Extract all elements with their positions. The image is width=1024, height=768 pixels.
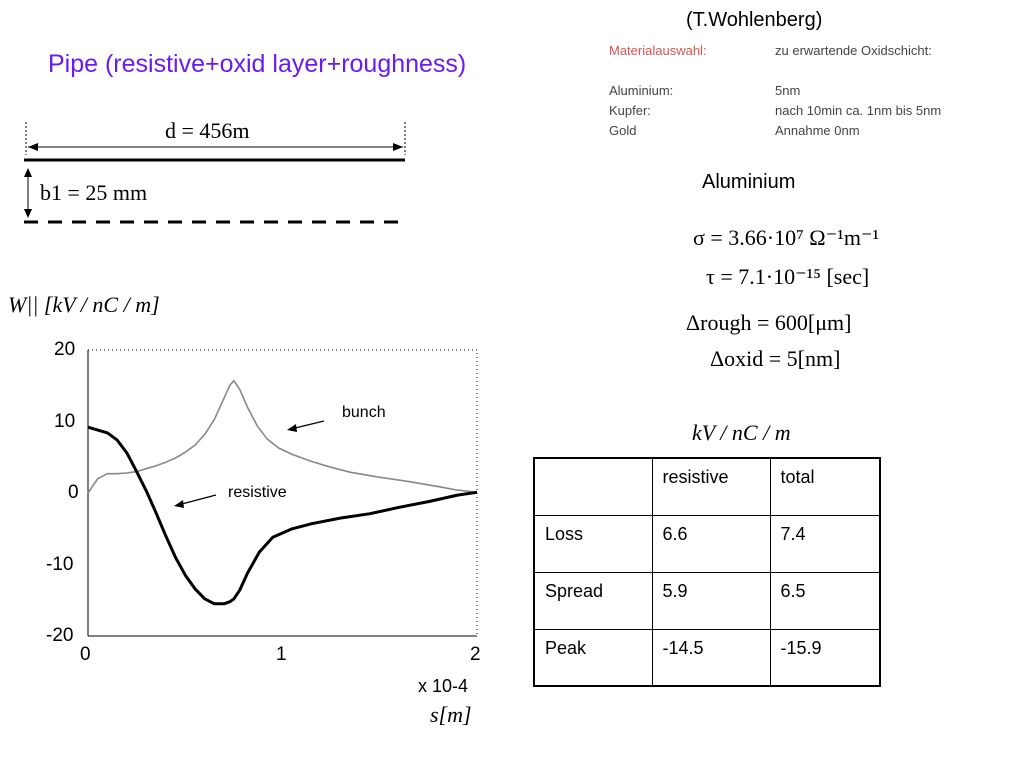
table-units-label: kV / nC / m [692,420,791,445]
oxide-thickness-formula: Δoxid = 5[nm] [710,346,841,371]
resistive-annotation-arrow [178,495,216,505]
relaxation-time-formula: τ = 7.1·10⁻¹⁵ [sec] [706,264,870,289]
conductivity-formula: σ = 3.66·10⁷ Ω⁻¹m⁻¹ [693,225,880,250]
series-line-bunch [88,381,477,493]
table-cell: 7.4 [770,515,880,572]
xtick-label: 2 [470,644,481,665]
table-cell: 6.5 [770,572,880,629]
materials-header-right: zu erwartende Oxidschicht: [775,43,932,58]
aluminium-label: Aluminium [702,171,796,193]
aperture-label: b1 = 25 mm [40,180,148,205]
table-cell: 5.9 [652,572,770,629]
bunch-annotation-arrowhead [287,424,297,432]
slide-title: Pipe (resistive+oxid layer+roughness) [48,50,467,78]
xtick-label: 0 [80,644,91,665]
table-cell: Spread [534,572,652,629]
material-name: Aluminium: [609,83,674,98]
resistive-annotation: resistive [228,484,287,501]
roughness-formula: Δrough = 600[μm] [686,310,852,335]
material-value: 5nm [775,83,801,98]
table-cell: Loss [534,515,652,572]
ytick-label: 10 [54,411,76,432]
table-header-cell: resistive [652,458,770,515]
chart-ylabel: W|| [kV / nC / m] [8,292,160,317]
table-cell: -14.5 [652,629,770,686]
bunch-annotation: bunch [342,404,386,421]
series-line-resistive [88,427,477,604]
resistive-annotation-arrowhead [174,500,184,508]
table-cell: 6.6 [652,515,770,572]
table-header-cell: total [770,458,880,515]
ytick-label: 20 [54,339,76,360]
chart-xlabel: s[m] [430,702,472,727]
ytick-label: 0 [68,482,79,503]
author-label: (T.Wohlenberg) [686,9,823,31]
distance-label: d = 456m [165,118,250,143]
x-multiplier-label: x 10-4 [418,676,469,696]
ytick-label: -20 [46,625,74,646]
table-cell: -15.9 [770,629,880,686]
xtick-label: 1 [276,644,287,665]
table-cell: Peak [534,629,652,686]
material-value: nach 10min ca. 1nm bis 5nm [775,103,942,118]
material-name: Gold [609,123,637,138]
materials-header-left: Materialauswahl: [609,43,707,58]
material-name: Kupfer: [609,103,651,118]
material-value: Annahme 0nm [775,123,860,138]
ytick-label: -10 [46,554,74,575]
